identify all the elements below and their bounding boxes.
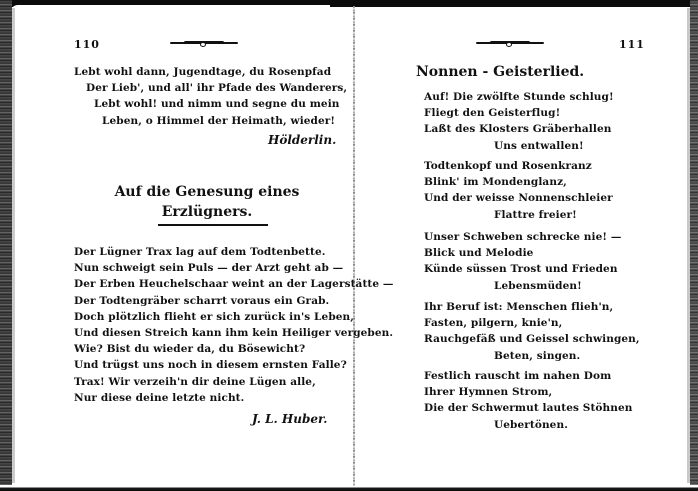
poem-huber xyxy=(74,244,393,406)
poem-line: Der Todtengräber scharrt voraus ein Grab. xyxy=(74,294,330,307)
page-number: 111 xyxy=(619,38,645,51)
poem-line: Der Lieb', und all' ihr Pfade des Wanderers, xyxy=(86,82,348,95)
ornament-rule-icon xyxy=(170,40,238,46)
title-underline xyxy=(158,224,268,226)
poem-line: Rauchgefäß und Geissel schwingen, xyxy=(424,333,640,346)
poem-line: Und trügst uns noch in diesem ernsten Falle? xyxy=(74,359,347,372)
poem-line: Nur diese deine letzte nicht. xyxy=(74,391,245,404)
poem-line: Leben, o Himmel der Heimath, wieder! xyxy=(102,114,336,127)
poem-line: Fasten, pilgern, knie'n, xyxy=(424,317,563,330)
poem-line: Todtenkopf und Rosenkranz xyxy=(424,160,592,172)
poem-title xyxy=(74,182,340,222)
poem-line: Trax! Wir verzeih'n dir deine Lügen alle, xyxy=(74,375,316,388)
author-signature: J. L. Huber. xyxy=(252,412,328,426)
left-page xyxy=(14,0,394,491)
scan-edge-right xyxy=(690,0,698,491)
right-page xyxy=(356,0,690,491)
poem-line: Festlich rauscht im nahen Dom xyxy=(424,370,612,382)
poem-line: Uns entwallen! xyxy=(494,139,584,152)
poem-title: Nonnen - Geisterlied. xyxy=(416,64,585,80)
poem-line: Ihr Beruf ist: Menschen flieh'n, xyxy=(424,301,614,313)
poem-line: Unser Schweben schrecke nie! — xyxy=(424,231,622,243)
ornament-rule-icon xyxy=(476,40,544,46)
poem-line: Lebensmüden! xyxy=(494,279,582,292)
poem-title-line-1: Auf die Genesung eines xyxy=(114,184,300,200)
page-number: 110 xyxy=(74,38,100,51)
poem-line: Lebt wohl dann, Jugendtage, du Rosenpfad xyxy=(74,66,332,78)
poem-line: Auf! Die zwölfte Stunde schlug! xyxy=(424,91,614,103)
poem-stanza xyxy=(424,229,621,294)
poem-line: Uebertönen. xyxy=(494,418,568,431)
poem-line: Doch plötzlich flieht er sich zurück in's Leben, xyxy=(74,310,355,323)
poem-line: Lebt wohl! und nimm und segne du mein xyxy=(94,98,340,111)
poem-stanza xyxy=(424,89,614,154)
poem-line: Flattre freier! xyxy=(494,208,577,221)
poem-line: Blick und Melodie xyxy=(424,247,534,260)
poem-line: Blink' im Mondenglanz, xyxy=(424,176,567,189)
poem-line: Der Erben Heuchelschaar weint an der Lagerstätte — xyxy=(74,278,394,291)
author-signature: Hölderlin. xyxy=(268,133,337,147)
poem-line: Fliegt den Geisterflug! xyxy=(424,107,561,120)
poem-title-line-2: Erzlügners. xyxy=(161,204,253,220)
poem-stanza xyxy=(424,158,613,223)
poem-stanza xyxy=(424,299,640,364)
poem-line: Und der weisse Nonnenschleier xyxy=(424,192,613,205)
scan-edge-left xyxy=(0,0,12,491)
poem-line: Beten, singen. xyxy=(494,349,581,362)
poem-holderlin xyxy=(74,64,347,129)
poem-line: Der Lügner Trax lag auf dem Todtenbette. xyxy=(74,246,326,258)
poem-stanza xyxy=(424,368,633,433)
poem-line: Die der Schwermut lautes Stöhnen xyxy=(424,402,633,415)
poem-line: Wie? Bist du wieder da, du Bösewicht? xyxy=(74,343,306,356)
poem-line: Laßt des Klosters Gräberhallen xyxy=(424,123,612,136)
poem-line: Und diesen Streich kann ihm kein Heiliger vergeben. xyxy=(74,327,394,340)
poem-line: Ihrer Hymnen Strom, xyxy=(424,386,553,399)
poem-line: Nun schweigt sein Puls — der Arzt geht ab — xyxy=(74,262,344,275)
poem-line: Künde süssen Trost und Frieden xyxy=(424,263,618,276)
